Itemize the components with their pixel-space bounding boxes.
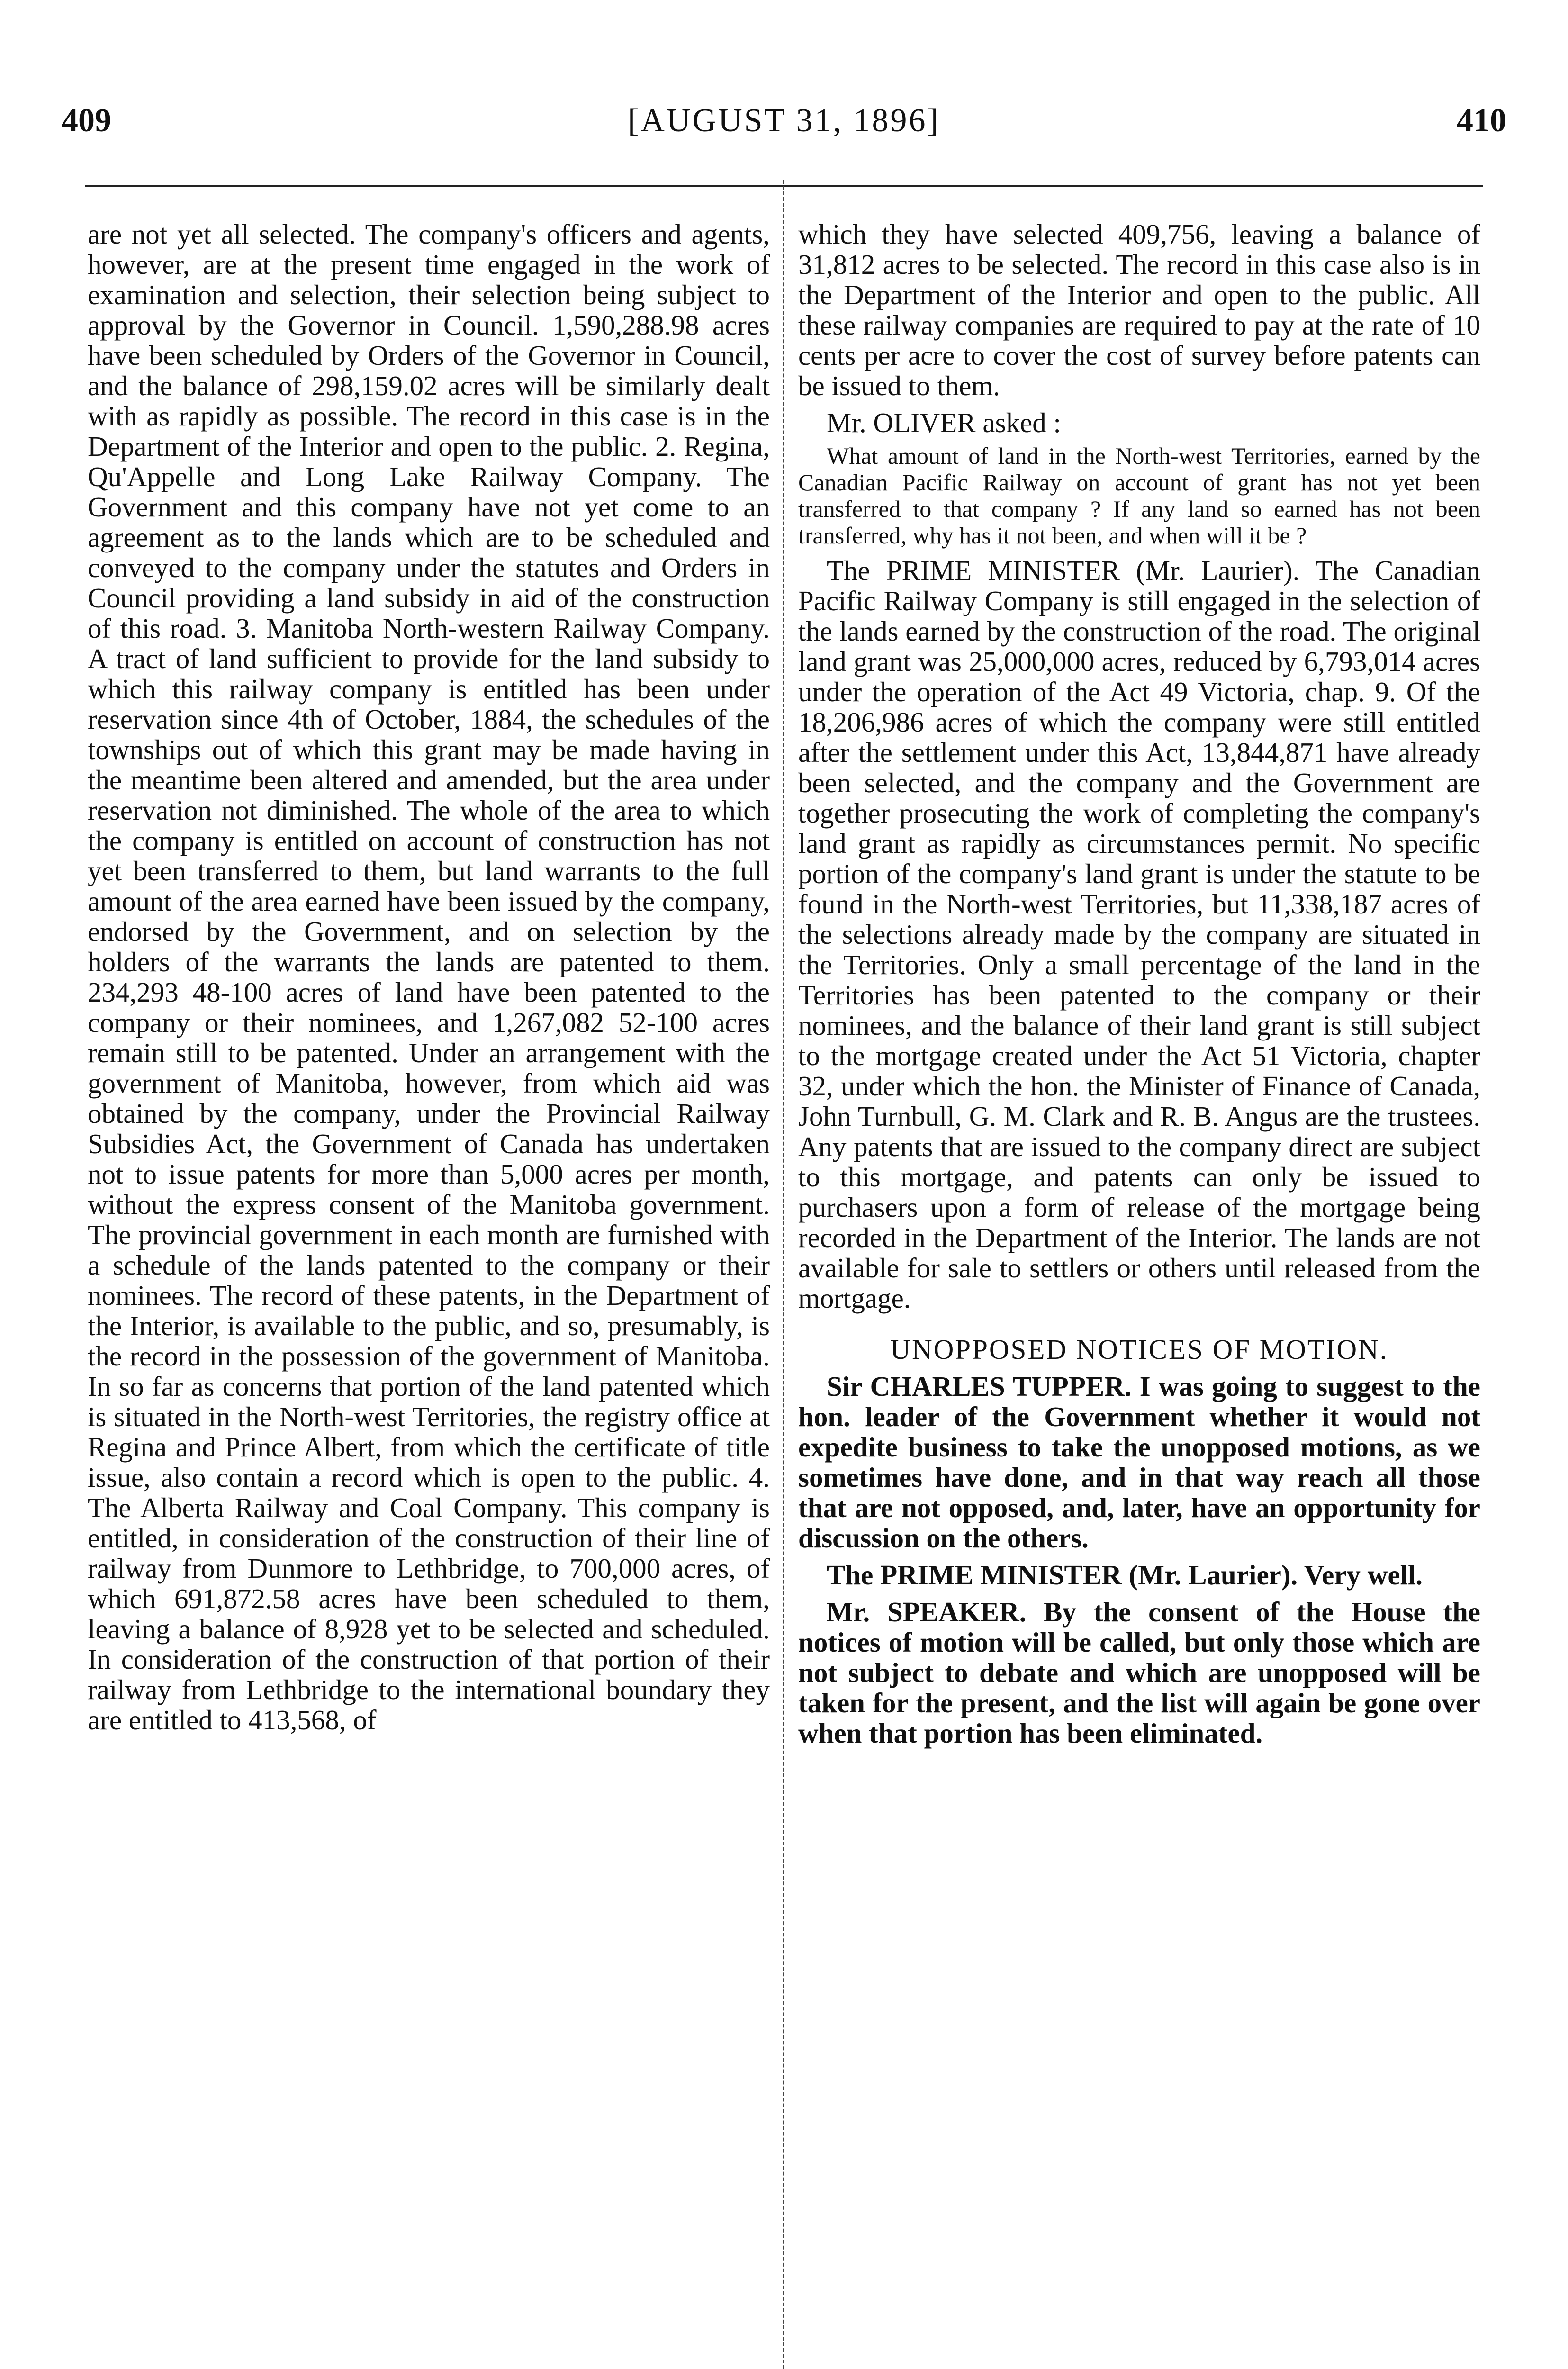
left-column	[88, 219, 770, 2369]
section-heading: UNOPPOSED NOTICES OF MOTION.	[890, 1334, 1388, 1365]
page-number-left: 409	[62, 102, 111, 139]
answer-prime-minister: The PRIME MINISTER (Mr. Laurier). The Canadian Pacific Railway Company is still engaged in the selection of the lands earned by the construction of the road. The original land grant was 25,000,000 acres, reduced by 6,793,014 acres under the operation of the Act 49 Victoria, chap. 9. Of the 18,206,986 acres of which the company were still entitled after the settlement under this Act, 13,844,871 have already been selected, and the company and the Government are together prosecuting the work of completing the company's land grant as rapidly as circumstances permit. No specific portion of the company's land grant is under the statute to be found in the North-west Territories, but 11,338,187 acres of the selections already made by the company are situated in the Territories. Only a small percentage of the land in the Territories has been patented to the company or their nominees, and the balance of their land grant is still subject to the mortgage created under the Act 51 Victoria, chapter 32, under which the hon. the Minister of Finance of Canada, John Turnbull, G. M. Clark and R. B. Angus are the trustees. Any patents that are issued to the company direct are subject to this mortgage, and patents can only be issued to purchasers upon a form of release of the mortgage being recorded in the Department of the Interior. The lands are not available for sale to settlers or others until released from the mortgage.	[798, 555, 1480, 1314]
page-date: [AUGUST 31, 1896]	[628, 102, 940, 139]
speaker-speaker: Mr. SPEAKER. By the consent of the House the notices of motion will be called, but only those which are not subject to debate and which are unopposed will be taken for the present, and the list will again be gone over when that portion has been eliminated.	[798, 1596, 1480, 1749]
page-number-right: 410	[1457, 102, 1506, 139]
left-paragraph: are not yet all selected. The company's officers and agents, however, are at the present time engaged in the work of examination and selection, their selection being subject to approval by the Governor in Council. 1,590,288.98 acres have been scheduled by Orders of the Governor in Council, and the balance of 298,159.02 acres will be similarly dealt with as rapidly as possible. The record in this case is in the Department of the Interior and open to the public. 2. Regina, Qu'Appelle and Long Lake Railway Company. The Government and this company have not yet come to an agreement as to the lands which are to be scheduled and conveyed to the company under the statutes and Orders in Council providing a land subsidy in aid of the construction of this road. 3. Manitoba North-western Railway Company. A tract of land sufficient to provide for the land subsidy to which this railway company is entitled has been under reservation since 4th of October, 1884, the schedules of the townships out of which this grant may be made having in the meantime been altered and amended, but the area under reservation not diminished. The whole of the area to which the company is entitled on account of construction has not yet been transferred to them, but land warrants to the full amount of the area earned have been issued by the company, endorsed by the Government, and on selection by the holders of the warrants the lands are patented to them. 234,293 48-100 acres of land have been patented to the company or their nominees, and 1,267,082 52-100 acres remain still to be patented. Under an arrangement with the government of Manitoba, however, from which aid was obtained by the company, under the Provincial Railway Subsidies Act, the Government of Canada has undertaken not to issue patents for more than 5,000 acres per month, without the express consent of the Manitoba government. The provincial government in each month are furnished with a schedule of the lands patented to the company or their nominees. The record of these patents, in the Department of the Interior, is available to the public, and so, presumably, is the record in the possession of the government of Manitoba. In so far as concerns that portion of the land patented which is situated in the North-west Territories, the registry office at Regina and Prince Albert, from which the certificate of title issue, also contain a record which is open to the public. 4. The Alberta Railway and Coal Company. This company is entitled, in consideration of the construction of their line of railway from Dunmore to Lethbridge, to 700,000 acres, of which 691,872.58 acres have been scheduled to them, leaving a balance of 8,928 yet to be selected and scheduled. In consideration of the construction of that portion of their railway from Lethbridge to the international boundary they are entitled to 413,568, of	[88, 219, 770, 1736]
column-divider	[783, 180, 784, 2369]
right-paragraph-continued: which they have selected 409,756, leaving a balance of 31,812 acres to be selected. The record in this case also is in the Department of the Interior and open to the public. All these railway companies are required to pay at the rate of 10 cents per acre to cover the cost of survey before patents can be issued to them.	[798, 219, 1480, 401]
speaker-tupper: Sir CHARLES TUPPER. I was going to suggest to the hon. leader of the Government whether it would not expedite business to take the unopposed motions, as we sometimes have done, and in that way reach all those that are not opposed, and, later, have an opportunity for discussion on the others.	[798, 1371, 1480, 1554]
page-header	[62, 102, 1506, 154]
speaker-oliver: Mr. OLIVER asked :	[827, 407, 1061, 438]
right-column	[798, 219, 1480, 2369]
speaker-prime-minister: The PRIME MINISTER (Mr. Laurier). Very well.	[827, 1559, 1423, 1591]
question-text: What amount of land in the North-west Territories, earned by the Canadian Pacific Railway on account of grant has not yet been transferred to that company ? If any land so earned has not been transferred, why has it not been, and when will it be ?	[798, 443, 1480, 549]
